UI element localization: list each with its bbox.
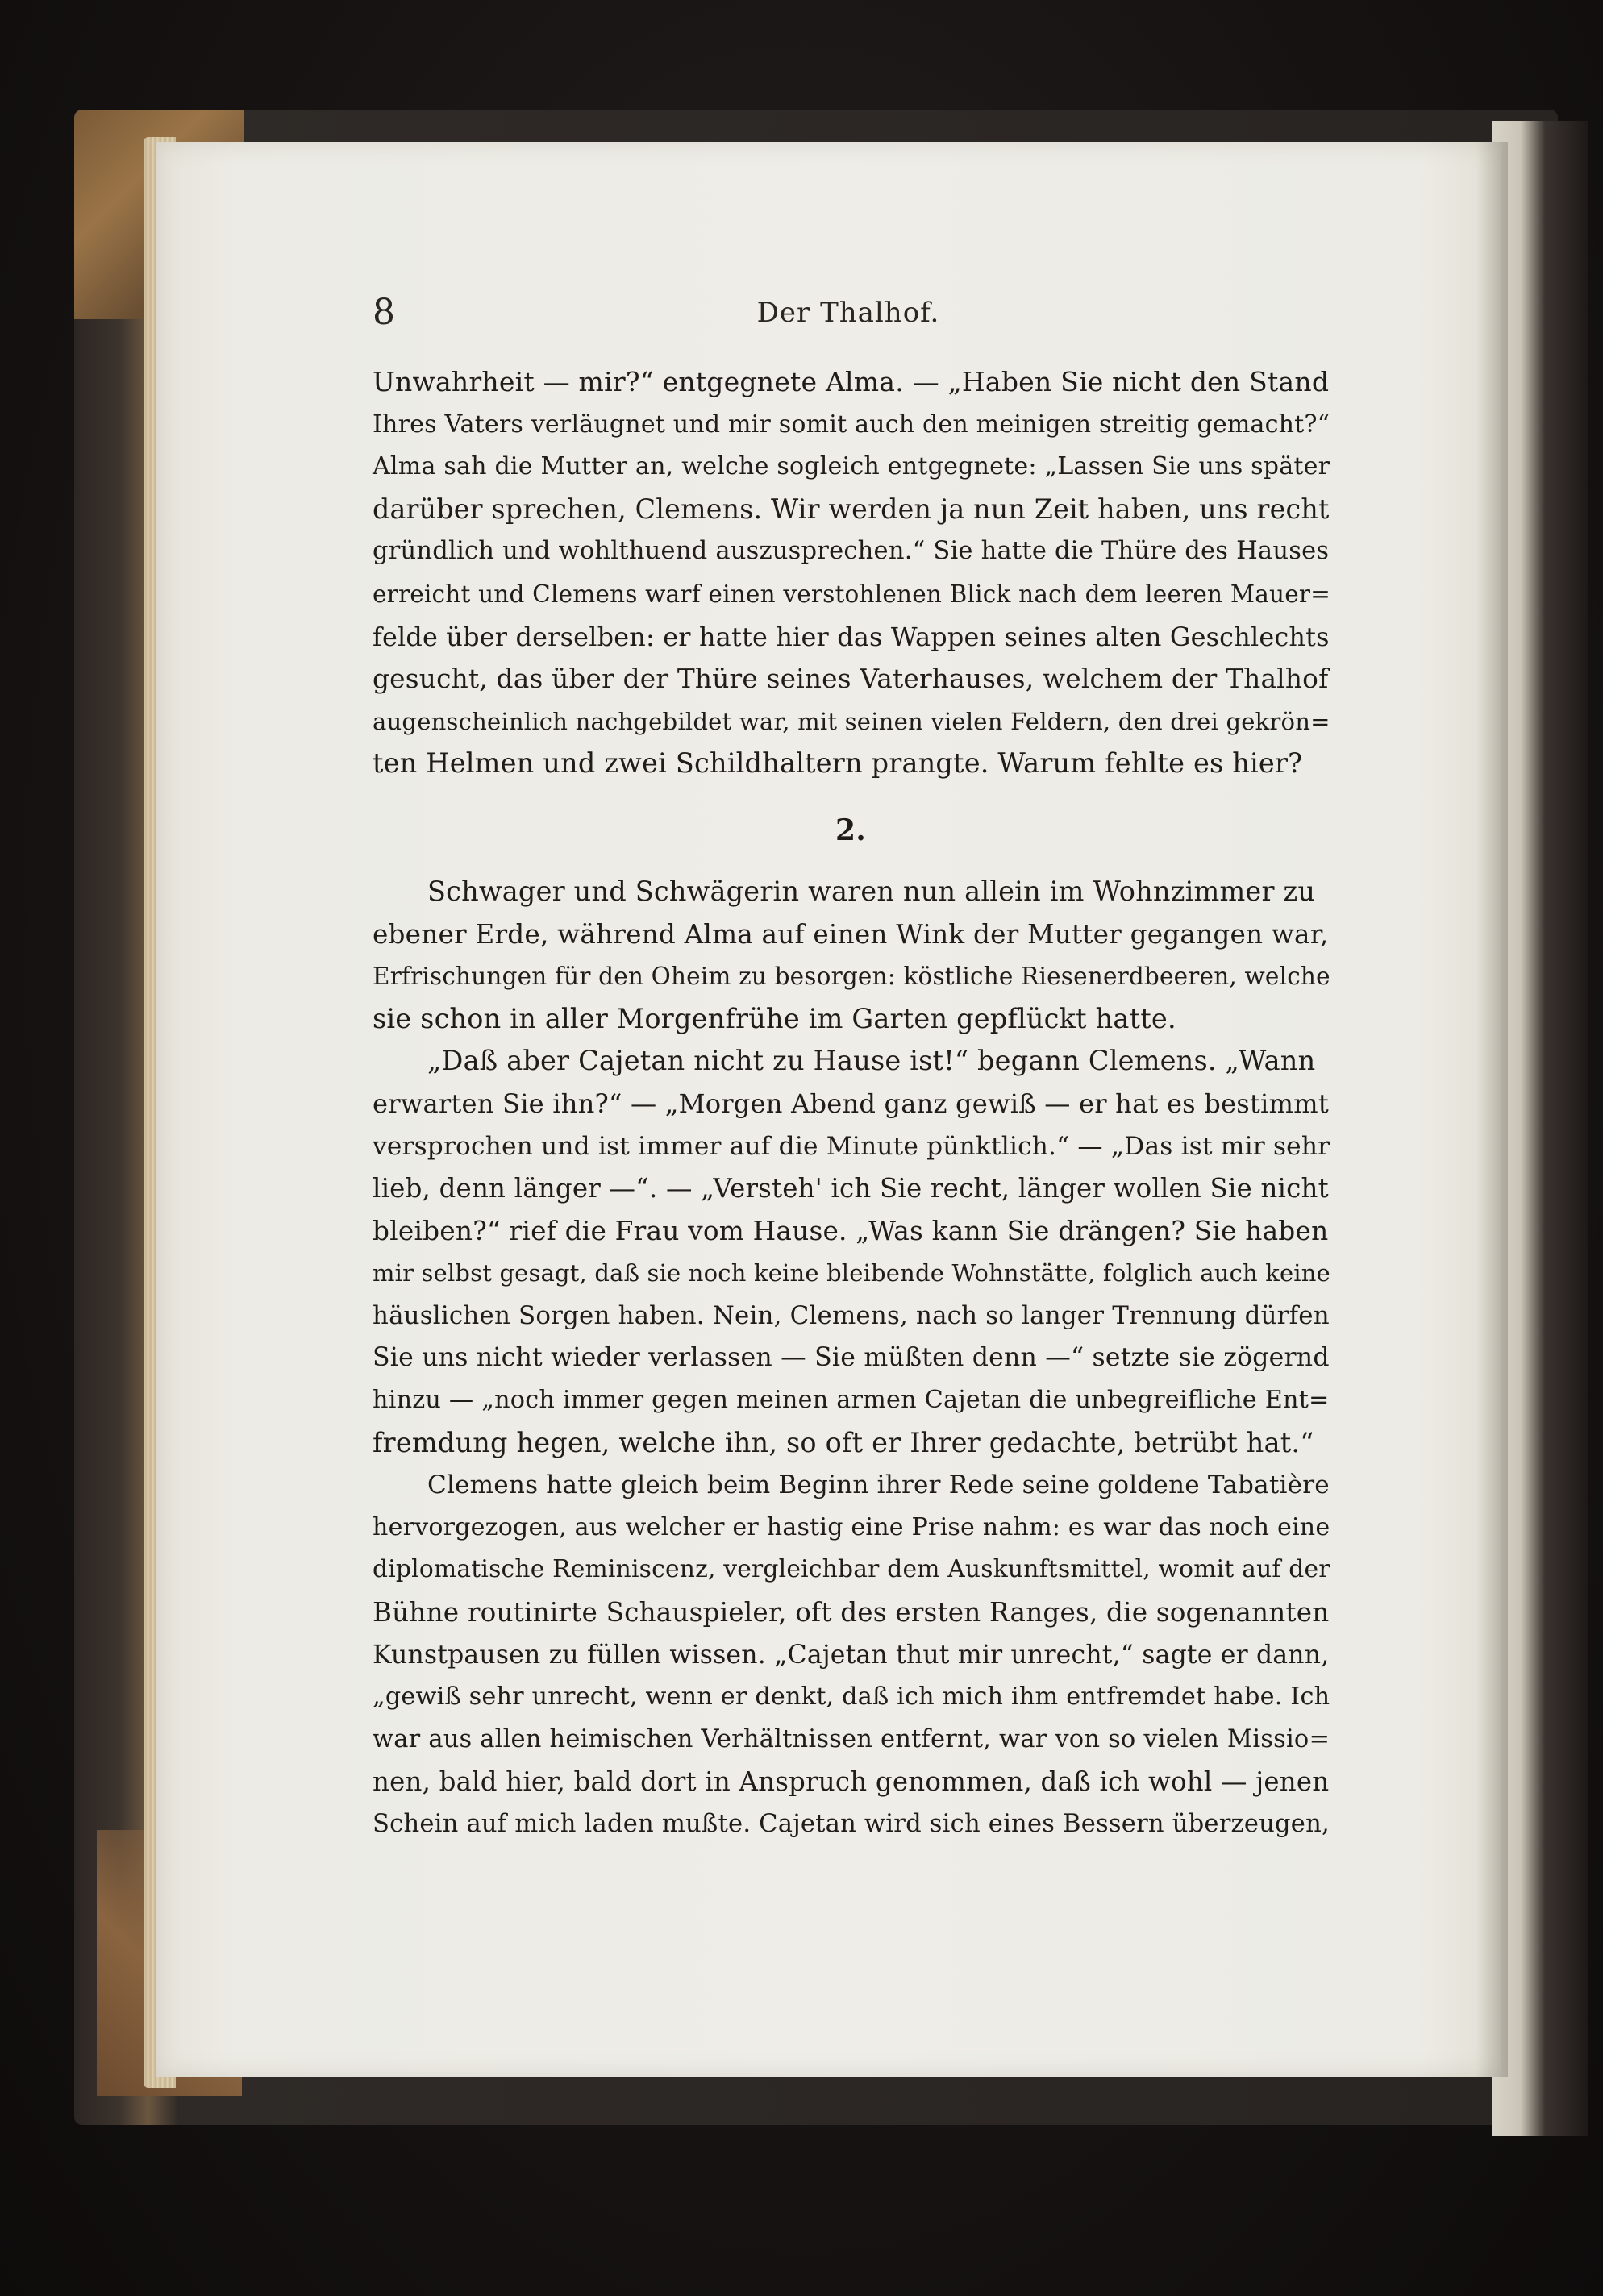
text-line: „gewiß sehr unrecht, wenn er denkt, daß ich mich ihm entfremdet habe. Ich — [373, 1682, 1330, 1712]
text-line: gesucht, das über der Thüre seines Vaterhauses, welchem der Thalhof — [373, 663, 1329, 695]
text-line: häuslichen Sorgen haben. Nein, Clemens, nach so langer Trennung dürfen — [373, 1300, 1330, 1330]
text-line: Schwager und Schwägerin waren nun allein im Wohnzimmer zu — [427, 875, 1316, 907]
text-line: erwarten Sie ihn?“ — „Morgen Abend ganz gewiß — er hat es bestimmt — [373, 1088, 1329, 1119]
text-line: Clemens hatte gleich beim Beginn ihrer Rede seine goldene Tabatière — [427, 1470, 1330, 1500]
text-line: Schein auf mich laden mußte. Cajetan wird sich eines Bessern überzeugen, — [373, 1810, 1330, 1838]
section-number: 2. — [835, 813, 866, 847]
text-line: ebener Erde, während Alma auf einen Wink der Mutter gegangen war, — [373, 918, 1329, 950]
text-line: erreicht und Clemens warf einen verstohlenen Blick nach dem leeren Mauer= — [373, 580, 1331, 608]
text-line: augenscheinlich nachgebildet war, mit seinen vielen Feldern, den drei gekrön= — [373, 707, 1330, 735]
gutter-shadow — [1476, 142, 1508, 2077]
text-line: diplomatische Reminiscenz, vergleichbar dem Auskunftsmittel, womit auf der — [373, 1555, 1330, 1584]
running-head: Der Thalhof. — [756, 297, 940, 329]
text-line: Unwahrheit — mir?“ entgegnete Alma. — „Haben Sie nicht den Stand — [373, 366, 1330, 397]
text-line: Erfrischungen für den Oheim zu besorgen: köstliche Riesenerdbeeren, welche — [373, 963, 1330, 991]
text-line: darüber sprechen, Clemens. Wir werden ja nun Zeit haben, uns recht — [373, 493, 1330, 525]
text-line: versprochen und ist immer auf die Minute pünktlich.“ — „Das ist mir sehr — [373, 1131, 1330, 1161]
text-line: felde über derselben: er hatte hier das Wappen seines alten Geschlechts — [373, 621, 1330, 652]
page-number: 8 — [373, 292, 395, 333]
text-line: fremdung hegen, welche ihn, so oft er Ihrer gedachte, betrübt hat.“ — [373, 1426, 1314, 1458]
text-line: mir selbst gesagt, daß sie noch keine bleibende Wohnstätte, folglich auch keine — [373, 1259, 1330, 1287]
text-line: hervorgezogen, aus welcher er hastig eine Prise nahm: es war das noch eine — [373, 1512, 1330, 1541]
text-line: Sie uns nicht wieder verlassen — Sie müßten denn —“ setzte sie zögernd — [373, 1343, 1330, 1373]
text-line: hinzu — „noch immer gegen meinen armen Cajetan die unbegreifliche Ent= — [373, 1386, 1330, 1415]
body-text — [373, 361, 1329, 1846]
text-line: Ihres Vaters verläugnet und mir somit auch den meinigen streitig gemacht?“ — [373, 410, 1330, 439]
paragraph-3 — [373, 1040, 1329, 1464]
text-line: Bühne routinirte Schauspieler, oft des ersten Ranges, die sogenannten — [373, 1597, 1330, 1628]
text-line: war aus allen heimischen Verhältnissen entfernt, war von so vielen Missio= — [373, 1724, 1330, 1753]
text-line: ten Helmen und zwei Schildhaltern prangte. Warum fehlte es hier? — [373, 747, 1303, 780]
text-line: gründlich und wohlthuend auszusprechen.“ Sie hatte die Thüre des Hauses — [373, 537, 1330, 566]
text-line: nen, bald hier, bald dort in Anspruch genommen, daß ich wohl — jenen — [373, 1766, 1330, 1798]
text-line: „Daß aber Cajetan nicht zu Hause ist!“ begann Clemens. „Wann — [427, 1045, 1316, 1077]
text-line: Kunstpausen zu füllen wissen. „Cajetan thut mir unrecht,“ sagte er dann, — [373, 1640, 1330, 1670]
text-line: sie schon in aller Morgenfrühe im Garten gepflückt hatte. — [373, 1002, 1176, 1034]
page-header — [373, 292, 1324, 337]
text-line: lieb, denn länger —“. — „Versteh' ich Sie recht, länger wollen Sie nicht — [373, 1173, 1329, 1204]
text-line: Alma sah die Mutter an, welche sogleich entgegnete: „Lassen Sie uns später — [373, 452, 1330, 481]
paragraph-1 — [373, 361, 1329, 785]
paragraph-4 — [373, 1464, 1329, 1845]
paragraph-2 — [373, 871, 1329, 1040]
text-line: bleiben?“ rief die Frau vom Hause. „Was kann Sie drängen? Sie haben — [373, 1215, 1329, 1246]
